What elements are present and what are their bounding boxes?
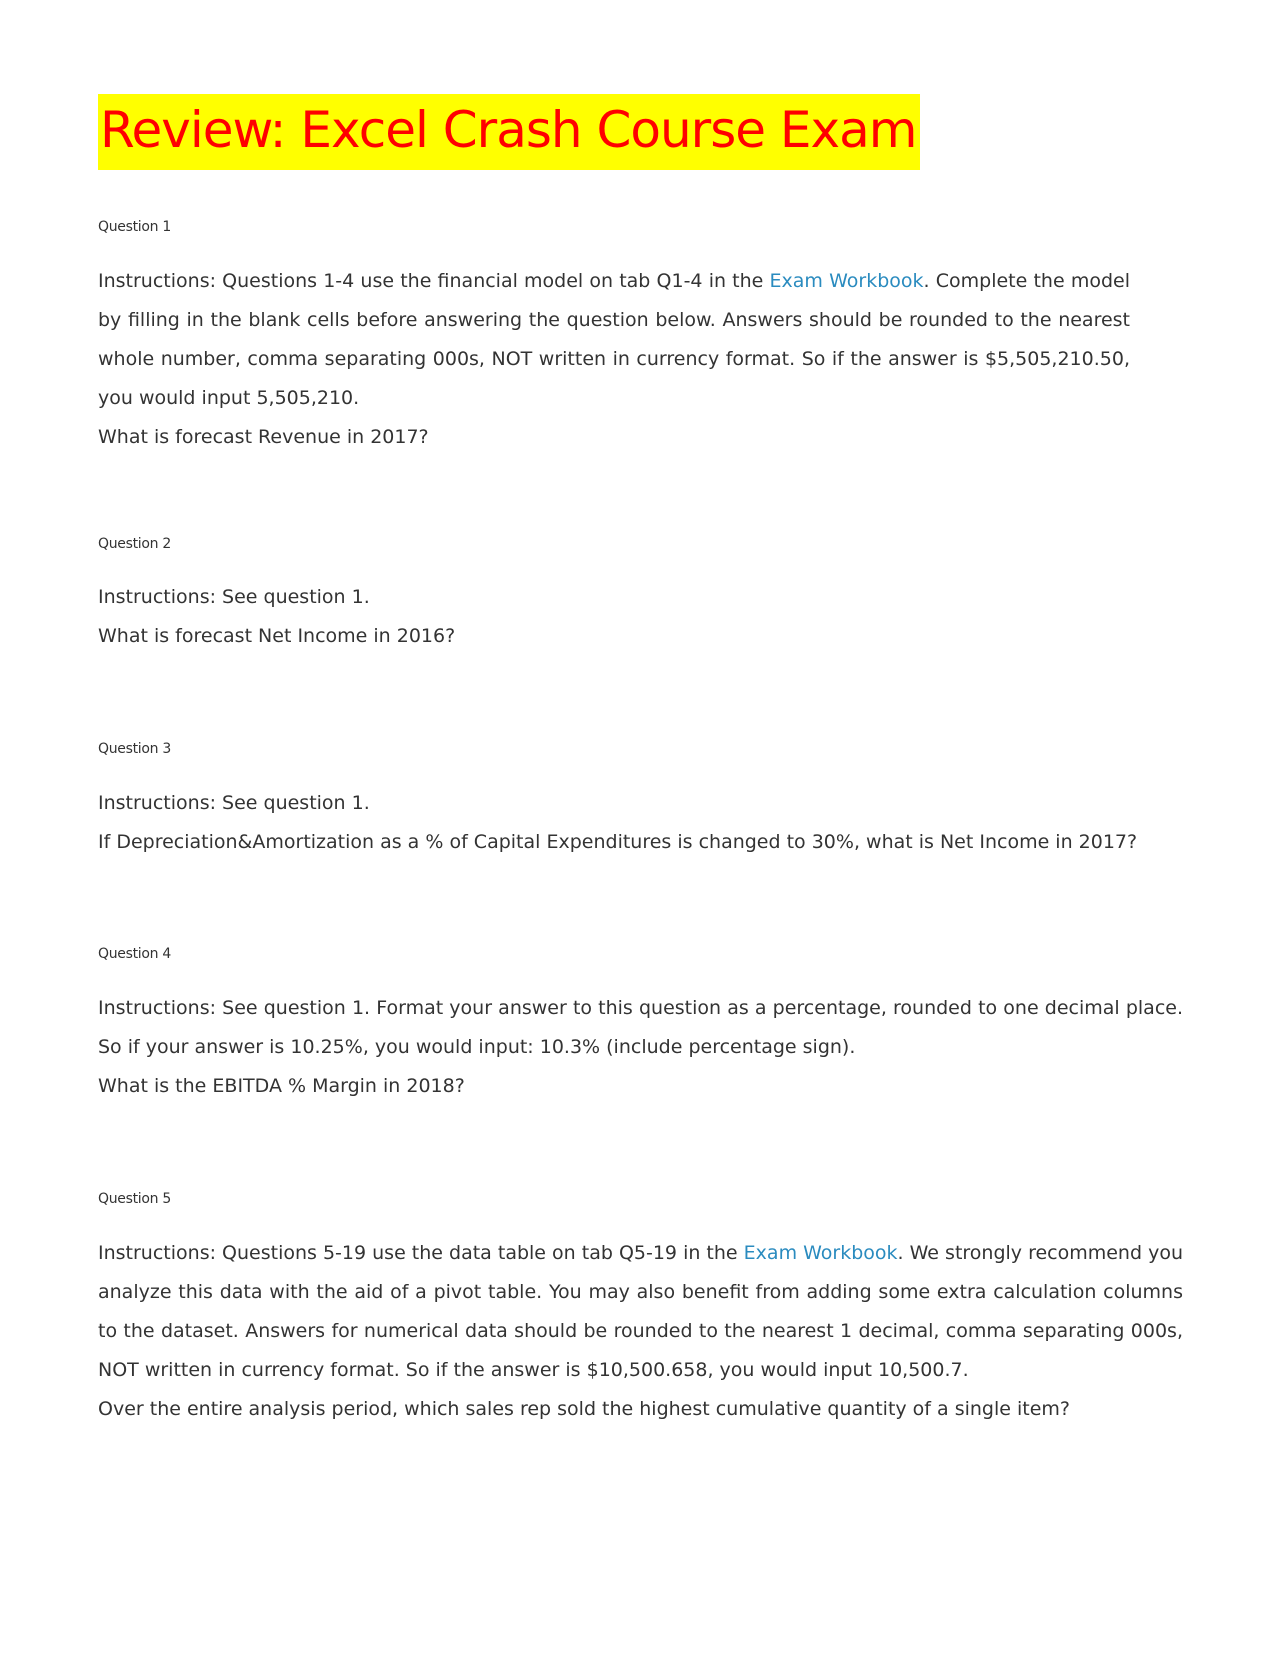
question-1-instructions-start: Instructions: Questions 1-4 use the financial model on tab Q1-4 in the xyxy=(98,270,770,292)
question-3-body xyxy=(98,784,1183,862)
question-4-body xyxy=(98,989,1183,1106)
title-highlight xyxy=(98,94,920,170)
question-3-label: Question 3 xyxy=(98,741,171,757)
question-1-label: Question 1 xyxy=(98,219,171,235)
question-4-label: Question 4 xyxy=(98,946,171,962)
question-5-label: Question 5 xyxy=(98,1191,171,1207)
exam-workbook-link[interactable]: Exam Workbook xyxy=(769,270,924,292)
question-5-body xyxy=(98,1234,1183,1429)
question-5-instructions xyxy=(98,1234,1183,1390)
question-3-text: If Depreciation&Amortization as a % of Capital Expenditures is changed to 30%, what is Net Income in 2017? xyxy=(98,831,1138,853)
question-1-body xyxy=(98,262,1130,457)
question-5-instructions-start: Instructions: Questions 5-19 use the data table on tab Q5-19 in the xyxy=(98,1242,744,1264)
question-2-instructions: Instructions: See question 1. xyxy=(98,586,370,608)
question-5-instructions-end: . We strongly recommend you analyze this data with the aid of a pivot table. You may also benefit from adding some extra calculation columns to the dataset. Answers for numerical data should be rounded to the nearest 1 decimal, comma separating 000s, NOT written in currency format. So if the answer is $10,500.658, you would input 10,500.7. xyxy=(98,1242,1183,1381)
exam-workbook-link-2[interactable]: Exam Workbook xyxy=(743,1242,898,1264)
question-1-instructions xyxy=(98,262,1130,418)
question-1-instructions-end: . Complete the model by filling in the blank cells before answering the question below. Answers should be rounded to the nearest whole number, comma separating 000s, NOT written in currency format. So if the answer is $5,505,210.50, you would input 5,505,210. xyxy=(98,270,1130,409)
question-5-text: Over the entire analysis period, which sales rep sold the highest cumulative quantity of a single item? xyxy=(98,1398,1071,1420)
question-2-label: Question 2 xyxy=(98,536,171,552)
page-title: Review: Excel Crash Course Exam xyxy=(100,101,917,159)
question-3-instructions: Instructions: See question 1. xyxy=(98,792,370,814)
question-2-body xyxy=(98,578,1130,656)
question-2-text: What is forecast Net Income in 2016? xyxy=(98,625,456,647)
question-1-text: What is forecast Revenue in 2017? xyxy=(98,426,429,448)
question-4-instructions: Instructions: See question 1. Format your answer to this question as a percentage, rounded to one decimal place. So if your answer is 10.25%, you would input: 10.3% (include percentage sign). xyxy=(98,997,1183,1058)
question-4-text: What is the EBITDA % Margin in 2018? xyxy=(98,1075,465,1097)
